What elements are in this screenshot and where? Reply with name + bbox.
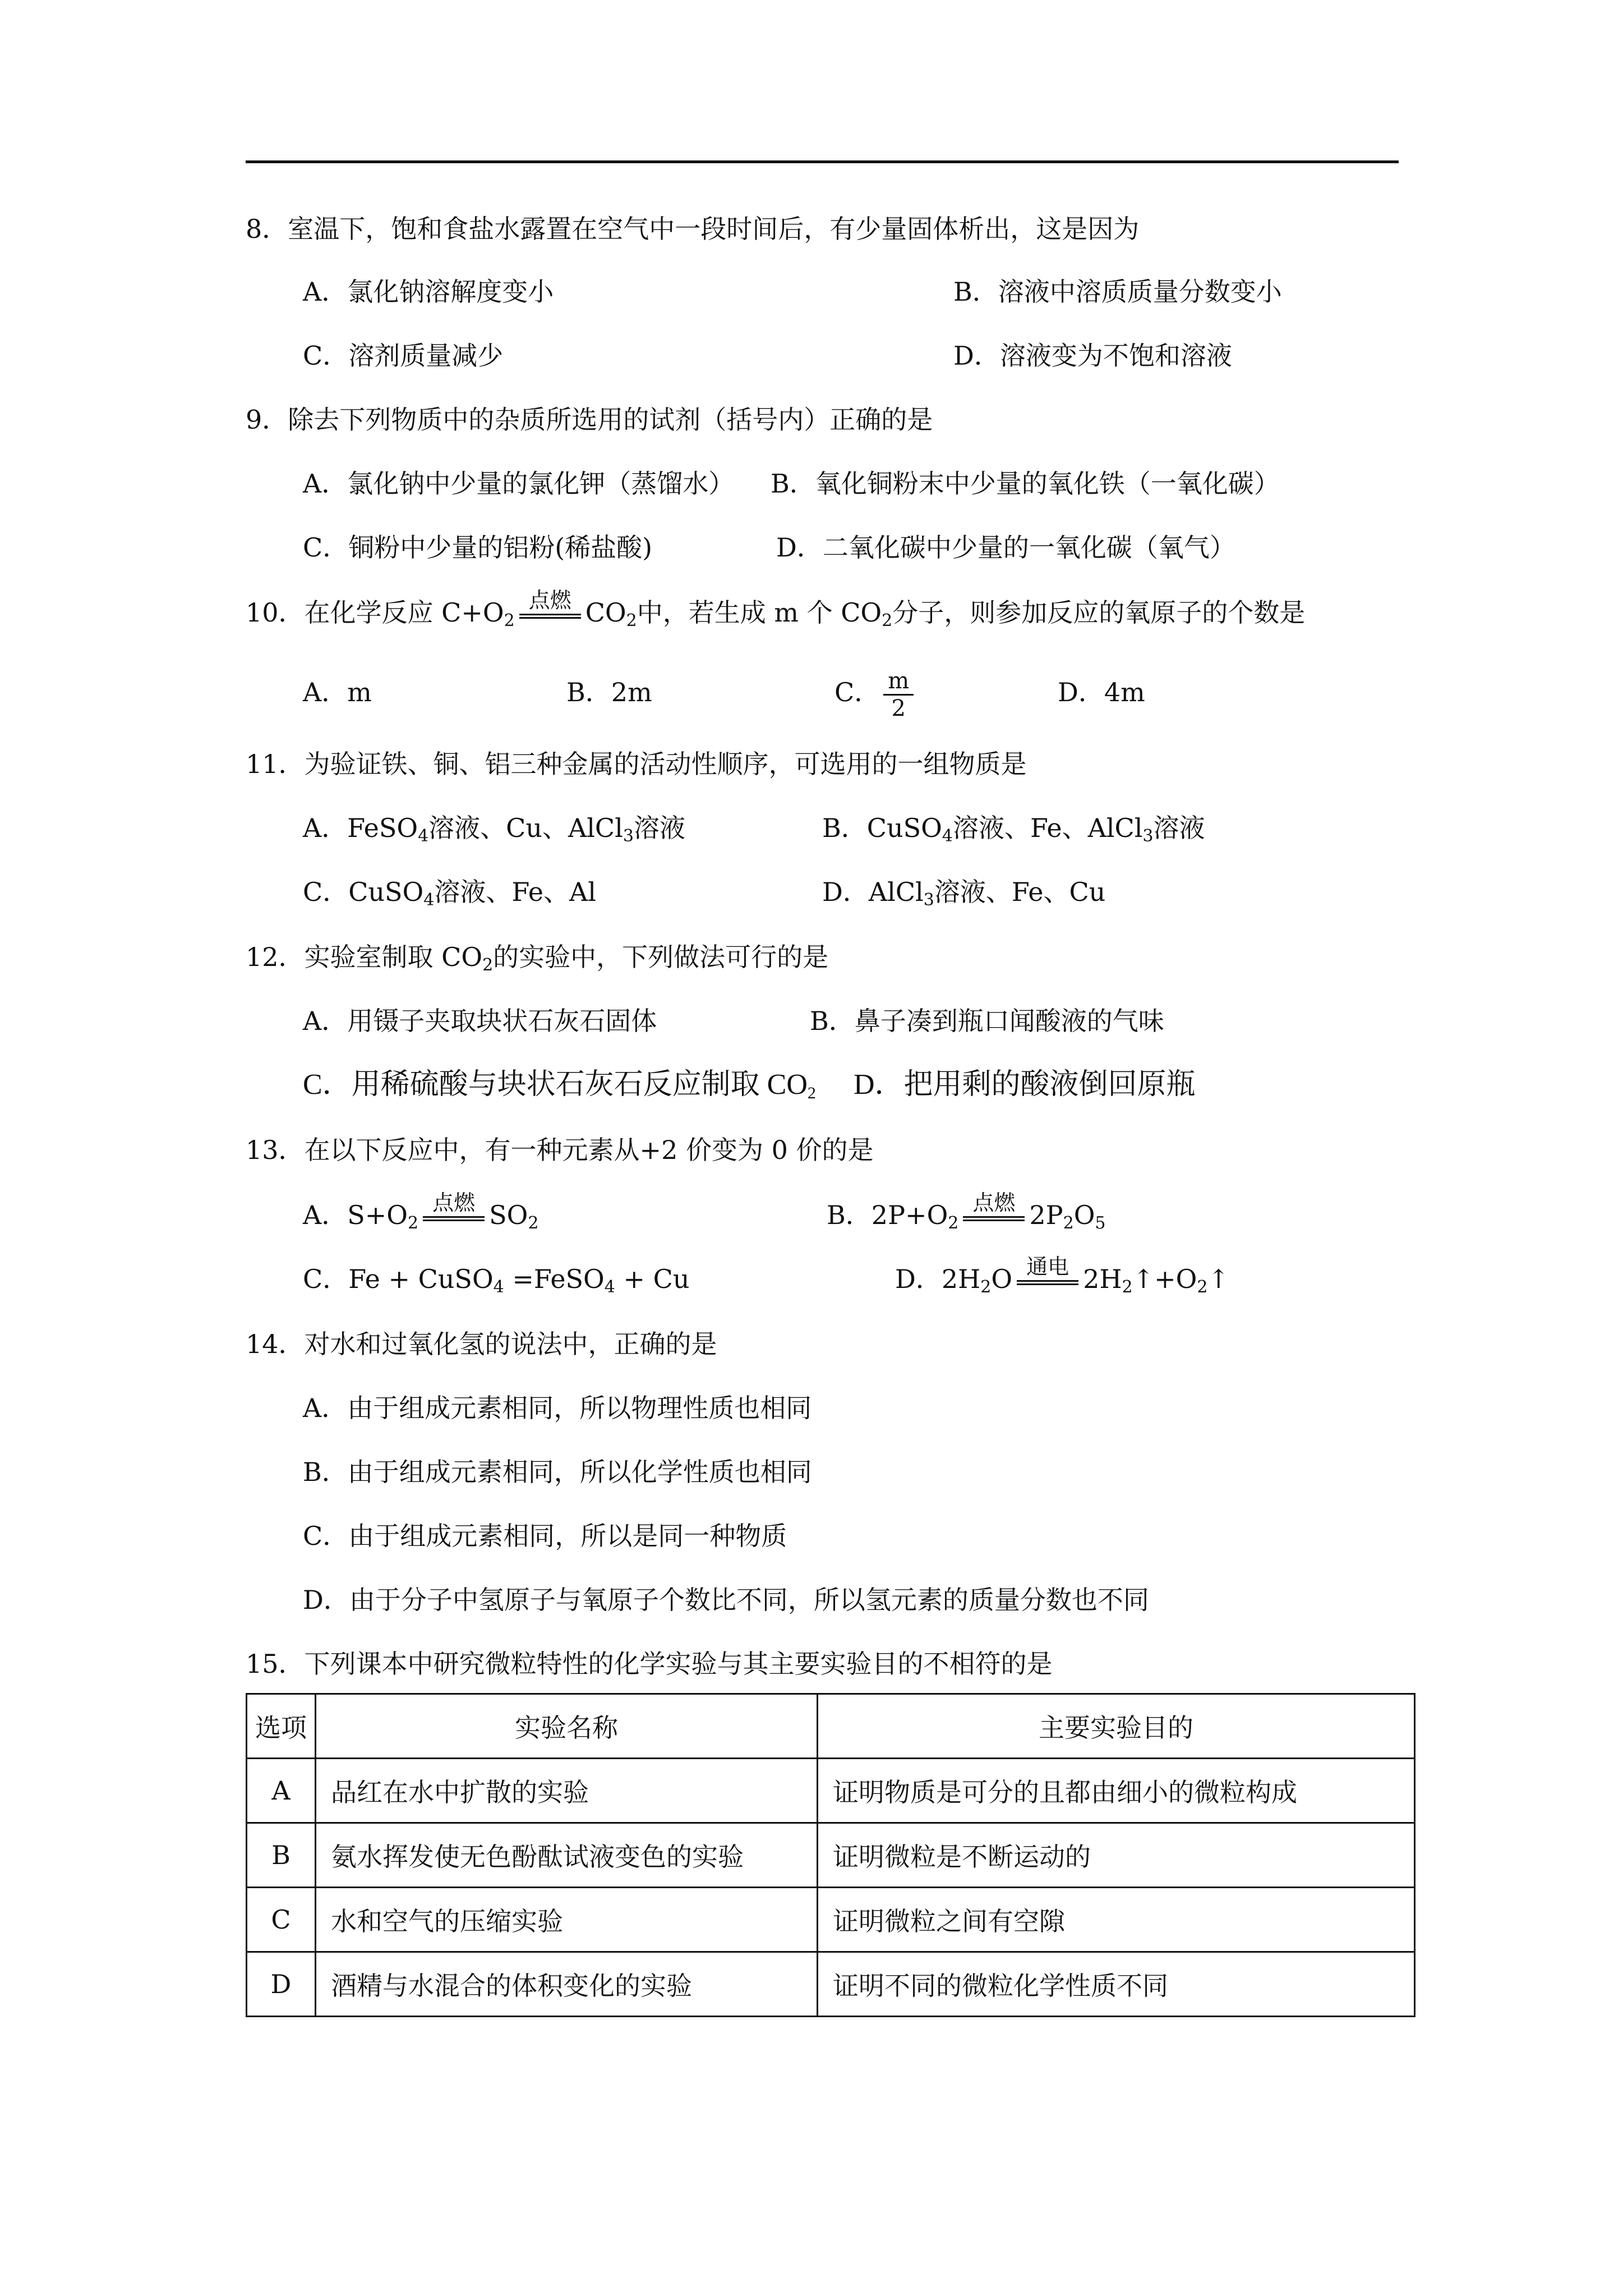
q13-c-subscript: 4 bbox=[493, 1277, 504, 1297]
table-row bbox=[247, 1759, 1415, 1823]
table-header-cell: 实验名称 bbox=[316, 1694, 818, 1759]
table-cell-option: B bbox=[247, 1823, 316, 1888]
q11-c-text-post: 溶液、Fe、Al bbox=[434, 877, 596, 907]
table-header-row bbox=[247, 1694, 1415, 1759]
q11-option-c bbox=[303, 875, 596, 909]
table-row bbox=[247, 1823, 1415, 1888]
table-cell-purpose: 证明微粒是不断运动的 bbox=[818, 1823, 1415, 1888]
table-cell-option: D bbox=[247, 1952, 316, 2017]
q13-option-d bbox=[895, 1254, 1230, 1297]
q10-option-b: B．2m bbox=[566, 677, 652, 707]
q10-stem bbox=[246, 588, 1306, 631]
q13-b-subscript-2: 2 bbox=[1063, 1213, 1074, 1233]
q8-option-d: D．溶液变为不饱和溶液 bbox=[953, 341, 1232, 371]
reaction-condition: 通电 bbox=[1026, 1254, 1069, 1279]
q14-option-b: B．由于组成元素相同，所以化学性质也相同 bbox=[303, 1457, 812, 1487]
q8-option-b: B．溶液中溶质质量分数变小 bbox=[953, 277, 1282, 307]
q9-stem: 9．除去下列物质中的杂质所选用的试剂（括号内）正确的是 bbox=[246, 404, 933, 435]
q13-a-product: SO bbox=[489, 1200, 528, 1230]
q13-d-subscript: 2 bbox=[980, 1277, 992, 1297]
q11-c-subscript: 4 bbox=[423, 890, 435, 910]
q9-option-a: A．氯化钠中少量的氯化钾（蒸馏水） bbox=[303, 468, 735, 499]
q13-a-subscript: 2 bbox=[408, 1213, 419, 1233]
q10-option-c bbox=[834, 657, 914, 727]
q13-a-subscript-2: 2 bbox=[528, 1213, 539, 1233]
q13-c-subscript-2: 4 bbox=[604, 1277, 615, 1297]
q11-a-subscript-2: 3 bbox=[623, 826, 634, 846]
q10-fraction-denominator: 2 bbox=[891, 695, 906, 721]
reaction-arrow bbox=[519, 588, 581, 629]
reaction-condition: 点燃 bbox=[972, 1190, 1016, 1215]
q10-option-d: D．4m bbox=[1058, 677, 1145, 707]
table-cell-purpose: 证明微粒之间有空隙 bbox=[818, 1888, 1415, 1952]
q10-fraction-numerator: m bbox=[883, 668, 914, 696]
q13-c-text-post: + Cu bbox=[615, 1264, 690, 1294]
q13-d-subscript-3: 2 bbox=[1197, 1277, 1208, 1297]
q10-stem-pre: 10．在化学反应 C+O bbox=[246, 597, 504, 628]
q10-stem-post: 分子，则参加反应的氧原子的个数是 bbox=[892, 597, 1306, 628]
q15-experiment-table bbox=[246, 1693, 1415, 2017]
q10-fraction bbox=[883, 668, 914, 721]
q13-d-subscript-2: 2 bbox=[1122, 1277, 1133, 1297]
q13-c-text: C．Fe + CuSO bbox=[303, 1264, 494, 1294]
q14-option-a: A．由于组成元素相同，所以物理性质也相同 bbox=[303, 1393, 812, 1423]
q11-a-text: A．FeSO bbox=[303, 813, 418, 843]
q13-d-text: D．2H bbox=[895, 1264, 981, 1294]
q13-option-c bbox=[303, 1262, 689, 1296]
q9-option-b: B．氧化铜粉末中少量的氧化铁（一氧化碳） bbox=[771, 468, 1280, 499]
q11-stem: 11．为验证铁、铜、铝三种金属的活动性顺序，可选用的一组物质是 bbox=[246, 749, 1027, 779]
q12-option-b: B．鼻子凑到瓶口闻酸液的气味 bbox=[810, 1006, 1164, 1036]
q15-stem: 15．下列课本中研究微粒特性的化学实验与其主要实验目的不相符的是 bbox=[246, 1649, 1053, 1679]
q13-d-text-mid: O bbox=[991, 1264, 1013, 1294]
q13-d-product: 2H bbox=[1083, 1264, 1122, 1294]
q11-b-text-post: 溶液 bbox=[1153, 813, 1205, 843]
q13-d-product-o: ↑+O bbox=[1132, 1264, 1197, 1294]
q13-c-text-mid: =FeSO bbox=[504, 1264, 605, 1294]
reaction-condition: 点燃 bbox=[528, 588, 571, 613]
q8-stem: 8．室温下，饱和食盐水露置在空气中一段时间后，有少量固体析出，这是因为 bbox=[246, 214, 1140, 244]
table-row bbox=[247, 1952, 1415, 2017]
q10-co2-subscript: 2 bbox=[626, 611, 637, 631]
q11-b-subscript: 4 bbox=[942, 826, 953, 846]
q13-option-a bbox=[303, 1190, 539, 1233]
q12-stem-pre: 12．实验室制取 CO bbox=[246, 942, 483, 972]
q10-o2-subscript: 2 bbox=[504, 611, 515, 631]
q11-b-text-mid: 溶液、Fe、AlCl bbox=[952, 813, 1143, 843]
q11-b-subscript-2: 3 bbox=[1142, 826, 1154, 846]
reaction-condition: 点燃 bbox=[432, 1190, 476, 1215]
q12-option-a: A．用镊子夹取块状石灰石固体 bbox=[303, 1006, 657, 1036]
q13-a-text: A．S+O bbox=[303, 1200, 408, 1230]
table-row bbox=[247, 1888, 1415, 1952]
q11-a-text-mid: 溶液、Cu、AlCl bbox=[428, 813, 623, 843]
q13-b-subscript-3: 5 bbox=[1095, 1213, 1106, 1233]
q13-b-text: B．2P+O bbox=[827, 1200, 948, 1230]
header-rule bbox=[246, 160, 1399, 163]
q11-option-a bbox=[303, 811, 685, 845]
table-cell-option: A bbox=[247, 1759, 316, 1823]
q12-stem-subscript: 2 bbox=[482, 955, 494, 975]
q13-option-b bbox=[827, 1190, 1106, 1233]
q12-stem-post: 的实验中，下列做法可行的是 bbox=[493, 942, 829, 972]
q11-a-subscript: 4 bbox=[418, 826, 429, 846]
q12-stem bbox=[246, 940, 828, 974]
table-cell-purpose: 证明物质是可分的且都由细小的微粒构成 bbox=[818, 1759, 1415, 1823]
q13-b-subscript: 2 bbox=[948, 1213, 959, 1233]
q11-c-text: C．CuSO bbox=[303, 877, 424, 907]
table-cell-purpose: 证明不同的微粒化学性质不同 bbox=[818, 1952, 1415, 2017]
q10-product: CO bbox=[585, 597, 626, 628]
q10-co2-subscript-2: 2 bbox=[882, 611, 893, 631]
q13-b-product: 2P bbox=[1029, 1200, 1063, 1230]
q12-option-d: D．把用剩的酸液倒回原瓶 bbox=[854, 1069, 1196, 1101]
q13-d-gas-arrow: ↑ bbox=[1207, 1264, 1230, 1294]
q10-option-a: A．m bbox=[303, 677, 372, 707]
q14-option-d: D．由于分子中氢原子与氧原子个数比不同，所以氢元素的质量分数也不同 bbox=[303, 1585, 1149, 1615]
q11-option-b bbox=[822, 811, 1205, 845]
q14-stem: 14．对水和过氧化氢的说法中，正确的是 bbox=[246, 1329, 717, 1359]
q11-option-d bbox=[822, 875, 1105, 909]
reaction-arrow bbox=[1017, 1254, 1078, 1296]
table-cell-experiment: 氨水挥发使无色酚酞试液变色的实验 bbox=[316, 1823, 818, 1888]
q13-b-product-o: O bbox=[1073, 1200, 1095, 1230]
q12-c-subscript: 2 bbox=[807, 1084, 816, 1102]
table-cell-option: C bbox=[247, 1888, 316, 1952]
q12-option-c bbox=[303, 1068, 816, 1102]
q12-c-text: C．用稀硫酸与块状石灰石反应制取 CO bbox=[303, 1069, 808, 1101]
q11-d-text: D．AlCl bbox=[822, 877, 924, 907]
reaction-arrow bbox=[423, 1190, 485, 1232]
q11-b-text: B．CuSO bbox=[822, 813, 942, 843]
table-cell-experiment: 水和空气的压缩实验 bbox=[316, 1888, 818, 1952]
table-header-cell: 主要实验目的 bbox=[818, 1694, 1415, 1759]
table-cell-experiment: 品红在水中扩散的实验 bbox=[316, 1759, 818, 1823]
reaction-arrow bbox=[963, 1190, 1025, 1232]
q11-d-subscript: 3 bbox=[923, 890, 934, 910]
table-header-cell: 选项 bbox=[247, 1694, 316, 1759]
q8-option-c: C．溶剂质量减少 bbox=[303, 341, 504, 371]
q11-a-text-post: 溶液 bbox=[633, 813, 685, 843]
q9-option-c: C．铜粉中少量的铝粉(稀盐酸) bbox=[303, 532, 653, 563]
q10-option-c-label: C． bbox=[834, 677, 880, 707]
q14-option-c: C．由于组成元素相同，所以是同一种物质 bbox=[303, 1521, 787, 1551]
q13-stem: 13．在以下反应中，有一种元素从+2 价变为 0 价的是 bbox=[246, 1135, 874, 1165]
q9-option-d: D．二氧化碳中少量的一氧化碳（氧气） bbox=[776, 532, 1235, 563]
q10-stem-mid: 中，若生成 m 个 CO bbox=[637, 597, 882, 628]
q11-d-text-post: 溶液、Fe、Cu bbox=[934, 877, 1106, 907]
table-cell-experiment: 酒精与水混合的体积变化的实验 bbox=[316, 1952, 818, 2017]
q8-option-a: A．氯化钠溶解度变小 bbox=[303, 277, 554, 307]
